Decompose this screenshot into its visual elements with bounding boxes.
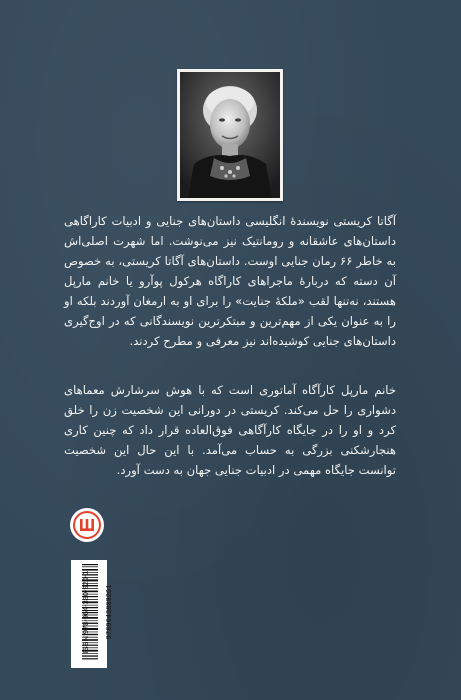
publisher-logo-mark (78, 516, 96, 534)
author-portrait-image (180, 72, 280, 198)
barcode-panel (71, 560, 114, 668)
author-bio-paragraph: آگاتا کریستی نویسندهٔ انگلیسی داستان‌های جنایی و ادبیات کاراگاهی داستان‌های عاشقانه و رومانتیک نیز می‌نوشت. اما شهرت اصلی‌اش به خاطر ۶۶ رمان جنایی اوست. داستان‌های آگاتا کریستی، به خصوص آن دسته که دربارهٔ ماجراهای کاراگاه هرکول پوآرو یا خانم مارپل هستند، نه‌تنها لقب «ملکهٔ جنایت» را برای او به ارمغان آوردند بلکه او را به عنوان یکی از مهم‌ترین و مبتکرترین نویسندگانی که در اوج‌گیری داستان‌های جنایی کوشیده‌اند نیز معرفی و مطرح کردند. (64, 214, 396, 348)
portrait-illustration (180, 72, 280, 198)
barcode-number: 9789643809201 (106, 584, 114, 640)
publisher-logo-ring (73, 511, 101, 539)
barcode-icon (82, 564, 98, 660)
author-photo-frame (177, 69, 283, 201)
publisher-logo-icon (70, 508, 104, 542)
character-description-paragraph: خانم مارپل کارآگاه آماتوری است که با هوش سرشارش معماهای دشواری را حل می‌کند. کریستی در دورانی این شخصیت زن را خلق کرد و او را در جایگاه کارآگاهی فوق‌العاده قرار داد که چنین کاری هنجارشکنی بزرگی به حساب می‌آمد. با این حال این شخصیت توانست جایگاه مهمی در ادبیات جنایی جهان به دست آورد. (64, 383, 396, 477)
